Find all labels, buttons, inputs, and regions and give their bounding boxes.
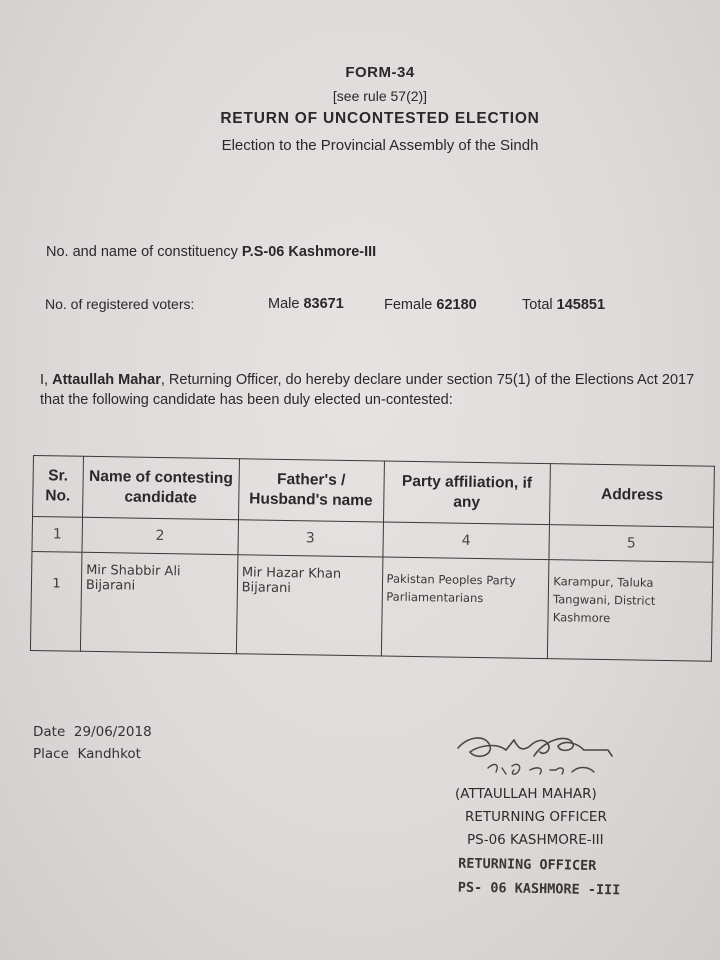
- total-voters: [522, 297, 605, 313]
- voters-label: No. of registered voters:: [45, 296, 195, 312]
- cell-sr-no: 1: [30, 551, 81, 651]
- cell-address: Karampur, Taluka Tangwani, District Kashmore: [548, 560, 713, 662]
- header-sr-no: Sr. No.: [33, 456, 84, 518]
- constituency-value: P.S-06 Kashmore-III: [241, 244, 377, 260]
- column-number: 5: [549, 525, 713, 563]
- officer-designation: RETURNING OFFICER: [465, 809, 607, 825]
- female-label: Female: [384, 297, 433, 313]
- date-label: Date: [33, 724, 66, 740]
- officer-signature-name: (ATTAULLAH MAHAR): [455, 786, 597, 802]
- document-title: RETURN OF UNCONTESTED ELECTION: [220, 110, 540, 127]
- header-candidate-name: Name of contesting candidate: [82, 456, 239, 519]
- official-stamp: [458, 852, 621, 903]
- place-line: [33, 746, 141, 762]
- candidate-table: [30, 455, 715, 662]
- header-father-husband-name: Father's / Husband's name: [238, 459, 384, 522]
- cell-father-name: Mir Hazar Khan Bijarani: [236, 555, 382, 656]
- officer-name: Attaullah Mahar: [52, 372, 161, 388]
- officer-office: PS-06 KASHMORE-III: [467, 832, 604, 848]
- table-row: [30, 551, 712, 661]
- constituency-label: No. and name of constituency: [46, 244, 238, 260]
- cell-party: Pakistan Peoples Party Parliamentarians: [381, 557, 549, 659]
- place-label: Place: [33, 746, 69, 762]
- female-count: 62180: [436, 297, 477, 313]
- header-address: Address: [550, 464, 715, 528]
- total-label: Total: [522, 297, 553, 313]
- date-line: [33, 724, 152, 740]
- total-count: 145851: [556, 297, 606, 313]
- election-subtitle: Election to the Provincial Assembly of the Sindh: [221, 137, 539, 154]
- form-number: FORM-34: [345, 64, 415, 81]
- stamp-line-2: PS- 06 KASHMORE -III: [457, 879, 621, 899]
- rule-reference: [see rule 57(2)]: [332, 88, 428, 104]
- stamp-line-1: RETURNING OFFICER: [458, 855, 597, 874]
- male-voters: [268, 296, 344, 312]
- cell-candidate-name: Mir Shabbir Ali Bijarani: [80, 552, 237, 653]
- male-count: 83671: [303, 296, 344, 312]
- constituency-line: [46, 244, 376, 260]
- column-number: 4: [382, 522, 549, 560]
- declaration-paragraph: [40, 370, 712, 410]
- signature-icon: [448, 716, 638, 786]
- table-header-row: [33, 456, 715, 528]
- female-voters: [384, 297, 477, 313]
- column-number: 2: [82, 517, 238, 554]
- declaration-prefix: I,: [40, 372, 49, 388]
- male-label: Male: [268, 296, 300, 312]
- column-number: 1: [32, 517, 82, 553]
- column-number: 3: [238, 520, 383, 557]
- header-party-affiliation: Party affiliation, if any: [383, 461, 551, 525]
- signature-block: [455, 783, 607, 852]
- date-value: 29/06/2018: [73, 724, 152, 740]
- place-value: Kandhkot: [77, 746, 141, 762]
- declaration-text: , Returning Officer, do hereby declare under section 75(1) of the Elections Act 2017 that the following candidate has been duly elected un-contested:: [40, 372, 695, 408]
